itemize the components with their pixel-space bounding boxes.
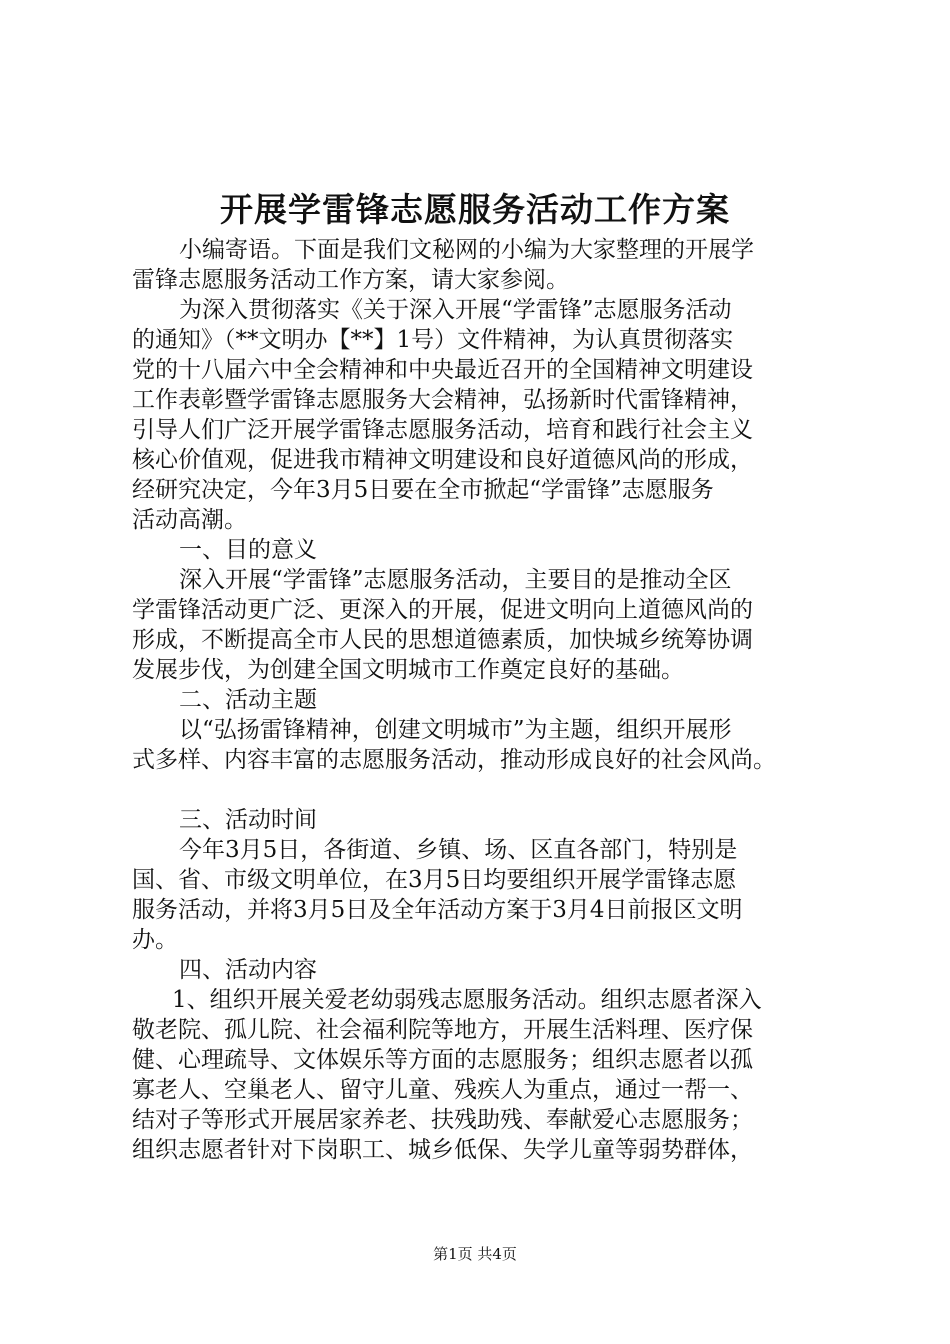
paragraph-gap (132, 775, 832, 805)
paragraph-line: 发展步伐，为创建全国文明城市工作奠定良好的基础。 (132, 657, 684, 683)
paragraph-line: 1、组织开展关爱老幼弱残志愿服务活动。组织志愿者深入 (172, 987, 762, 1013)
section-heading: 一、目的意义 (179, 537, 317, 563)
paragraph-line: 健、心理疏导、文体娱乐等方面的志愿服务；组织志愿者以孤 (132, 1047, 753, 1073)
paragraph-line: 深入开展“学雷锋”志愿服务活动，主要目的是推动全区 (179, 567, 732, 593)
paragraph-line: 党的十八届六中全会精神和中央最近召开的全国精神文明建设 (132, 357, 753, 383)
paragraph-line: 国、省、市级文明单位，在3月5日均要组织开展学雷锋志愿 (132, 867, 737, 893)
paragraph-line: 办。 (132, 927, 178, 953)
paragraph-line: 服务活动，并将3月5日及全年活动方案于3月4日前报区文明 (132, 897, 743, 923)
document-body (132, 235, 832, 1165)
paragraph-line: 敬老院、孤儿院、社会福利院等地方，开展生活料理、医疗保 (132, 1017, 753, 1043)
section-heading: 二、活动主题 (179, 687, 317, 713)
paragraph-line: 寡老人、空巢老人、留守儿童、残疾人为重点，通过一帮一、 (132, 1077, 753, 1103)
section-heading: 三、活动时间 (179, 807, 317, 833)
paragraph-line: 结对子等形式开展居家养老、扶残助残、奉献爱心志愿服务； (132, 1107, 753, 1133)
paragraph-line: 工作表彰暨学雷锋志愿服务大会精神，弘扬新时代雷锋精神， (132, 387, 753, 413)
paragraph-line: 活动高潮。 (132, 507, 247, 533)
paragraph-line: 形成，不断提高全市人民的思想道德素质，加快城乡统筹协调 (132, 627, 753, 653)
paragraph-line: 为深入贯彻落实《关于深入开展“学雷锋”志愿服务活动 (179, 297, 732, 323)
paragraph-line: 式多样、内容丰富的志愿服务活动，推动形成良好的社会风尚。 (132, 747, 776, 773)
paragraph-line: 小编寄语。下面是我们文秘网的小编为大家整理的开展学 (179, 237, 754, 263)
paragraph-line: 学雷锋活动更广泛、更深入的开展，促进文明向上道德风尚的 (132, 597, 753, 623)
paragraph-line: 雷锋志愿服务活动工作方案，请大家参阅。 (132, 267, 569, 293)
document-title: 开展学雷锋志愿服务活动工作方案 (220, 190, 730, 229)
paragraph-line: 核心价值观，促进我市精神文明建设和良好道德风尚的形成， (132, 447, 753, 473)
paragraph-line: 引导人们广泛开展学雷锋志愿服务活动，培育和践行社会主义 (132, 417, 753, 443)
paragraph-line: 以“弘扬雷锋精神，创建文明城市”为主题，组织开展形 (179, 717, 732, 743)
paragraph-line: 经研究决定，今年3月5日要在全市掀起“学雷锋”志愿服务 (132, 477, 714, 503)
section-heading: 四、活动内容 (179, 957, 317, 983)
paragraph-line: 今年3月5日，各街道、乡镇、场、区直各部门，特别是 (179, 837, 738, 863)
page-footer: 第1页 共4页 (433, 1245, 517, 1263)
paragraph-line: 组织志愿者针对下岗职工、城乡低保、失学儿童等弱势群体， (132, 1137, 753, 1163)
paragraph-line: 的通知》（**文明办【**】1号）文件精神，为认真贯彻落实 (132, 327, 734, 353)
